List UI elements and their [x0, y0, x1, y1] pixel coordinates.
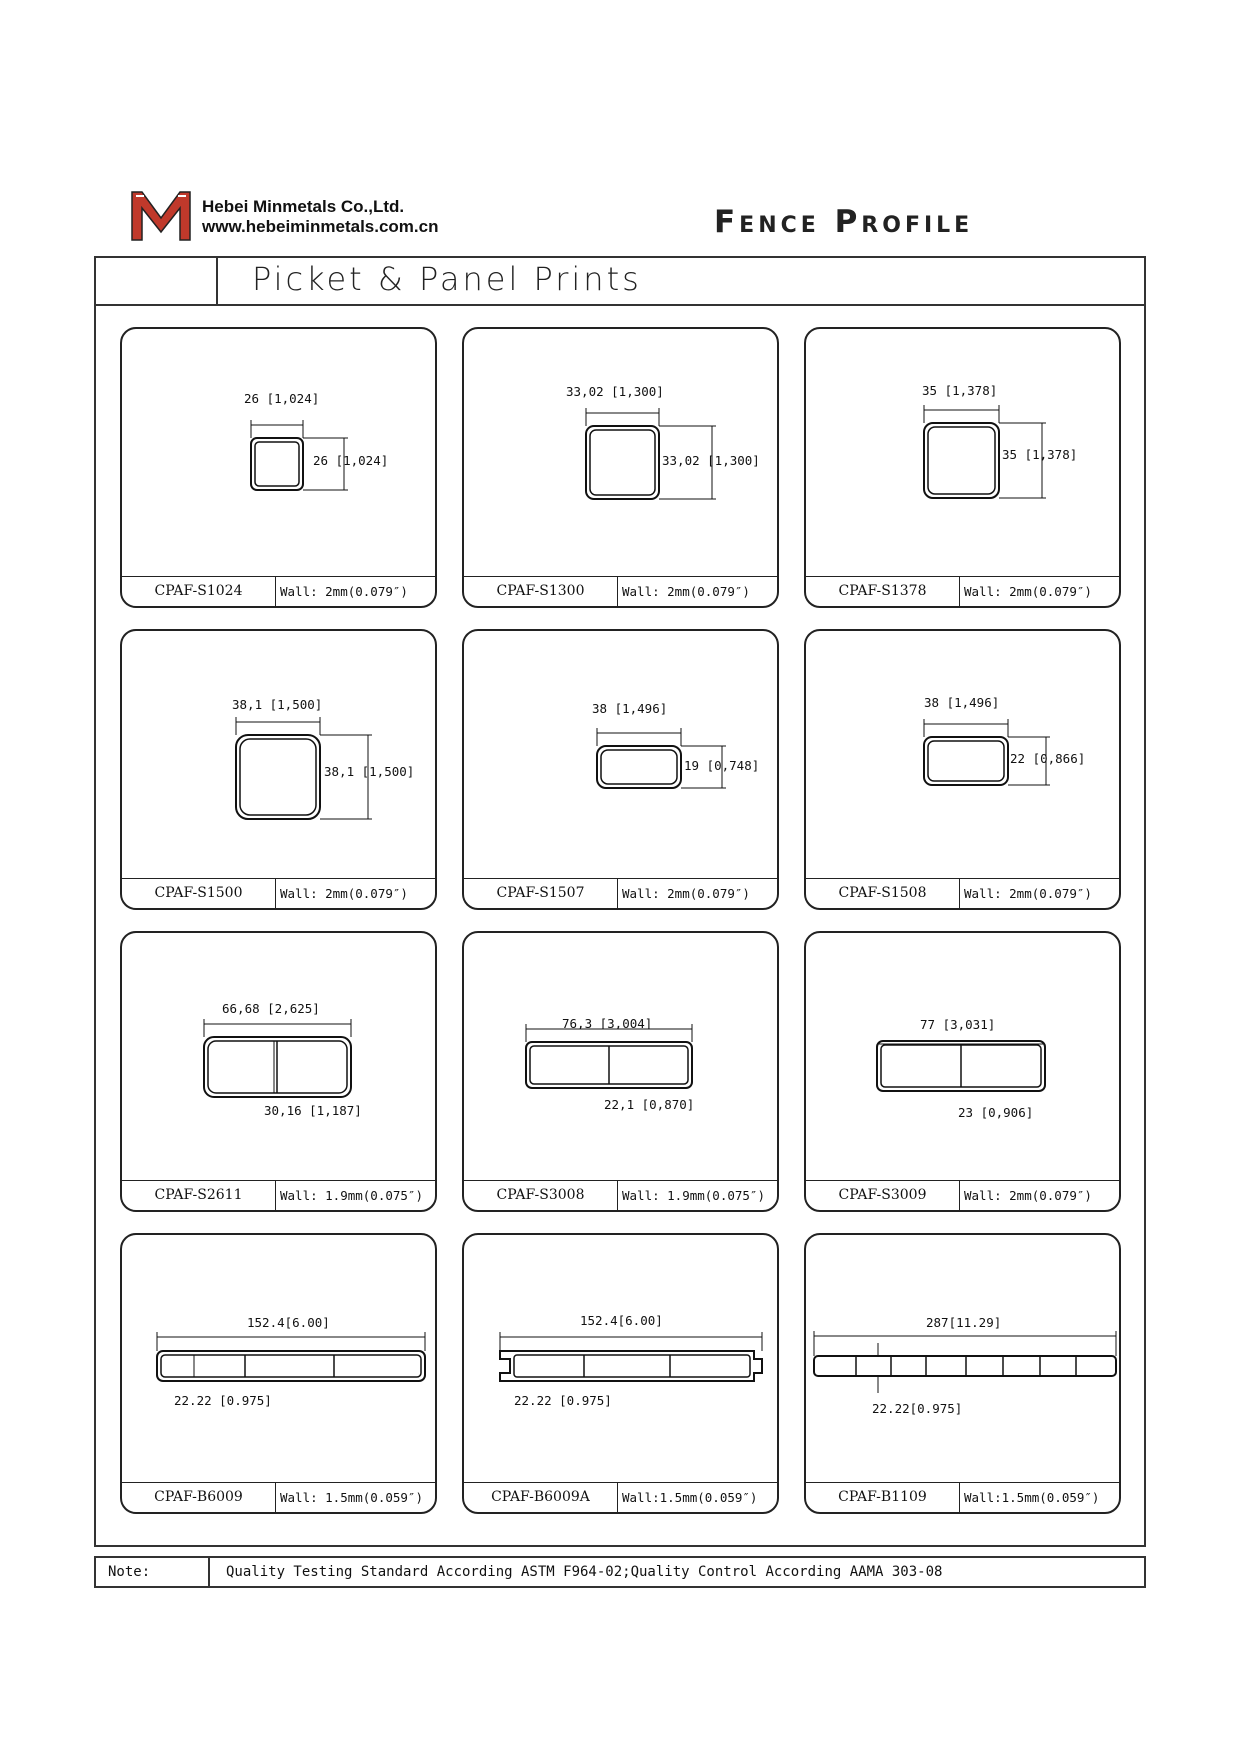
- profile-code: CPAF-S1024: [122, 577, 276, 606]
- wall-spec: Wall: 2mm(0.079″): [280, 584, 408, 599]
- company-name: Hebei Minmetals Co.,Ltd.: [202, 197, 405, 216]
- profile-card: [462, 629, 779, 910]
- width-dimension: 77 [3,031]: [920, 1017, 996, 1032]
- wall-spec: Wall: 1.9mm(0.075″): [622, 1188, 765, 1203]
- profile-drawing: [122, 329, 437, 608]
- profile-code: CPAF-B6009A: [464, 1483, 618, 1512]
- height-dimension: 22 [0,866]: [1010, 751, 1086, 766]
- profile-code: CPAF-S1508: [806, 879, 960, 908]
- width-dimension: 76,3 [3,004]: [562, 1016, 653, 1031]
- width-dimension: 33,02 [1,300]: [566, 384, 664, 399]
- profile-code: CPAF-B6009: [122, 1483, 276, 1512]
- width-dimension: 38 [1,496]: [592, 701, 668, 716]
- profile-card: [462, 931, 779, 1212]
- section-title: Picket & Panel Prints: [252, 260, 642, 298]
- height-dimension: 38,1 [1,500]: [324, 764, 415, 779]
- wall-spec: Wall: 2mm(0.079″): [964, 1188, 1092, 1203]
- company-block: [202, 197, 439, 237]
- company-website[interactable]: www.hebeiminmetals.com.cn: [202, 217, 439, 236]
- profile-code: CPAF-S1378: [806, 577, 960, 606]
- width-dimension: 38,1 [1,500]: [232, 697, 323, 712]
- width-dimension: 38 [1,496]: [924, 695, 1000, 710]
- profile-code: CPAF-S1500: [122, 879, 276, 908]
- profile-card: [120, 629, 437, 910]
- height-dimension: 26 [1,024]: [313, 453, 389, 468]
- height-dimension: 22.22[0.975]: [872, 1401, 963, 1416]
- profile-code: CPAF-S1300: [464, 577, 618, 606]
- card-footer: [464, 576, 777, 606]
- profile-code: CPAF-S3009: [806, 1181, 960, 1210]
- company-logo: [130, 188, 192, 242]
- card-footer: [806, 1180, 1119, 1210]
- height-dimension: 19 [0,748]: [684, 758, 760, 773]
- card-footer: [464, 1482, 777, 1512]
- profile-card: [462, 1233, 779, 1514]
- width-dimension: 152.4[6.00]: [247, 1315, 330, 1330]
- profile-card: [804, 1233, 1121, 1514]
- card-footer: [806, 576, 1119, 606]
- profile-card: [120, 931, 437, 1212]
- height-dimension: 22,1 [0,870]: [604, 1097, 695, 1112]
- wall-spec: Wall: 1.9mm(0.075″): [280, 1188, 423, 1203]
- width-dimension: 287[11.29]: [926, 1315, 1002, 1330]
- card-footer: [122, 1180, 435, 1210]
- note-label: Note:: [108, 1558, 210, 1586]
- wall-spec: Wall: 2mm(0.079″): [622, 584, 750, 599]
- profile-card: [462, 327, 779, 608]
- profile-drawing: [464, 933, 779, 1212]
- profile-card: [120, 1233, 437, 1514]
- height-dimension: 35 [1,378]: [1002, 447, 1078, 462]
- card-footer: [806, 878, 1119, 908]
- height-dimension: 23 [0,906]: [958, 1105, 1034, 1120]
- height-dimension: 22.22 [0.975]: [514, 1393, 612, 1408]
- width-dimension: 152.4[6.00]: [580, 1313, 663, 1328]
- card-footer: [122, 576, 435, 606]
- wall-spec: Wall: 1.5mm(0.059″): [280, 1490, 423, 1505]
- profile-code: CPAF-S2611: [122, 1181, 276, 1210]
- card-footer: [806, 1482, 1119, 1512]
- card-footer: [122, 878, 435, 908]
- profile-drawing: [806, 631, 1121, 910]
- profile-card: [804, 931, 1121, 1212]
- profile-drawing: [806, 933, 1121, 1212]
- width-dimension: 35 [1,378]: [922, 383, 998, 398]
- profile-card: [120, 327, 437, 608]
- document-title: Fence Profile: [714, 204, 974, 240]
- height-dimension: 22.22 [0.975]: [174, 1393, 272, 1408]
- profile-card: [804, 629, 1121, 910]
- profile-code: CPAF-S1507: [464, 879, 618, 908]
- profile-drawing: [806, 329, 1121, 608]
- profile-code: CPAF-B1109: [806, 1483, 960, 1512]
- wall-spec: Wall: 2mm(0.079″): [280, 886, 408, 901]
- wall-spec: Wall:1.5mm(0.059″): [964, 1490, 1100, 1505]
- profile-drawing: [122, 1235, 437, 1514]
- width-dimension: 66,68 [2,625]: [222, 1001, 320, 1016]
- wall-spec: Wall:1.5mm(0.059″): [622, 1490, 758, 1505]
- profile-code: CPAF-S3008: [464, 1181, 618, 1210]
- wall-spec: Wall: 2mm(0.079″): [622, 886, 750, 901]
- profile-drawing: [806, 1235, 1121, 1514]
- wall-spec: Wall: 2mm(0.079″): [964, 584, 1092, 599]
- height-dimension: 30,16 [1,187]: [264, 1103, 362, 1118]
- note-box: [94, 1556, 1146, 1588]
- profile-drawing: [464, 1235, 779, 1514]
- wall-spec: Wall: 2mm(0.079″): [964, 886, 1092, 901]
- note-text: Quality Testing Standard According ASTM F964-02;Quality Control According AAMA 303-08: [226, 1564, 943, 1580]
- title-blank-cell: [94, 256, 218, 306]
- card-footer: [464, 1180, 777, 1210]
- profile-drawing: [464, 329, 779, 608]
- profile-drawing: [122, 933, 437, 1212]
- profile-card: [804, 327, 1121, 608]
- width-dimension: 26 [1,024]: [244, 391, 320, 406]
- card-footer: [122, 1482, 435, 1512]
- card-footer: [464, 878, 777, 908]
- height-dimension: 33,02 [1,300]: [662, 453, 760, 468]
